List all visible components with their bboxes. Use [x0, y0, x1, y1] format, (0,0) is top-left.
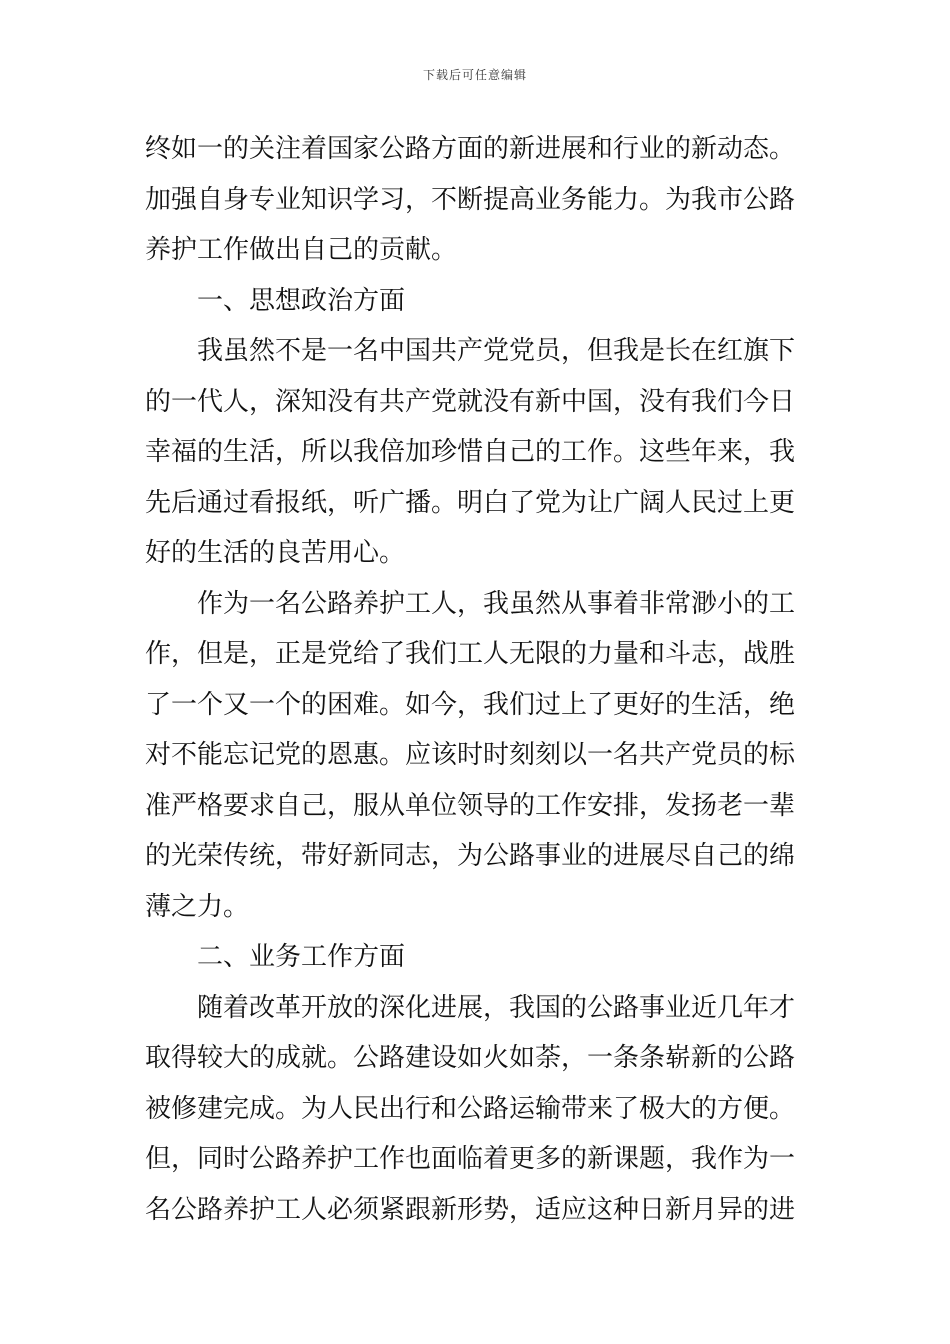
- page-header: 下载后可任意编辑: [422, 68, 527, 82]
- body-line: 但，同时公路养护工作也面临着更多的新课题，我作为一: [145, 1144, 796, 1174]
- body-line: 养护工作做出自己的贡献。: [145, 235, 458, 265]
- section-heading: 一、思想政治方面: [197, 285, 406, 316]
- body-line: 幸福的生活，所以我倍加珍惜自己的工作。这些年来，我: [145, 437, 796, 467]
- body-line: 准严格要求自己，服从单位领导的工作安排，发扬老一辈: [145, 790, 796, 821]
- body-line: 被修建完成。为人民出行和公路运输带来了极大的方便。: [145, 1093, 796, 1124]
- paragraph-first-line: 随着改革开放的深化进展，我国的公路事业近几年才: [197, 992, 796, 1023]
- body-line: 加强自身专业知识学习，不断提高业务能力。为我市公路: [145, 184, 796, 215]
- body-line: 的一代人，深知没有共产党就没有新中国，没有我们今日: [145, 386, 796, 417]
- section-heading: 二、业务工作方面: [197, 942, 406, 972]
- body-line: 的光荣传统，带好新同志，为公路事业的进展尽自己的绵: [145, 841, 796, 871]
- paragraph-first-line: 作为一名公路养护工人，我虽然从事着非常渺小的工: [197, 588, 796, 619]
- body-line: 终如一的关注着国家公路方面的新进展和行业的新动态。: [145, 134, 796, 164]
- paragraph-first-line: 我虽然不是一名中国共产党党员，但我是长在红旗下: [197, 336, 796, 366]
- body-line: 先后通过看报纸，听广播。明白了党为让广阔人民过上更: [145, 487, 796, 518]
- body-line: 薄之力。: [145, 891, 250, 922]
- document-body: [145, 124, 810, 1235]
- body-line: 作，但是，正是党给了我们工人无限的力量和斗志，战胜: [145, 639, 796, 669]
- body-line: 取得较大的成就。公路建设如火如荼，一条条崭新的公路: [145, 1043, 796, 1073]
- body-line: 对不能忘记党的恩惠。应该时时刻刻以一名共产党员的标: [145, 740, 796, 770]
- body-line: 了一个又一个的困难。如今，我们过上了更好的生活，绝: [145, 689, 796, 720]
- body-line: 好的生活的良苦用心。: [145, 538, 406, 568]
- body-line: 名公路养护工人必须紧跟新形势，适应这种日新月异的进: [145, 1194, 796, 1225]
